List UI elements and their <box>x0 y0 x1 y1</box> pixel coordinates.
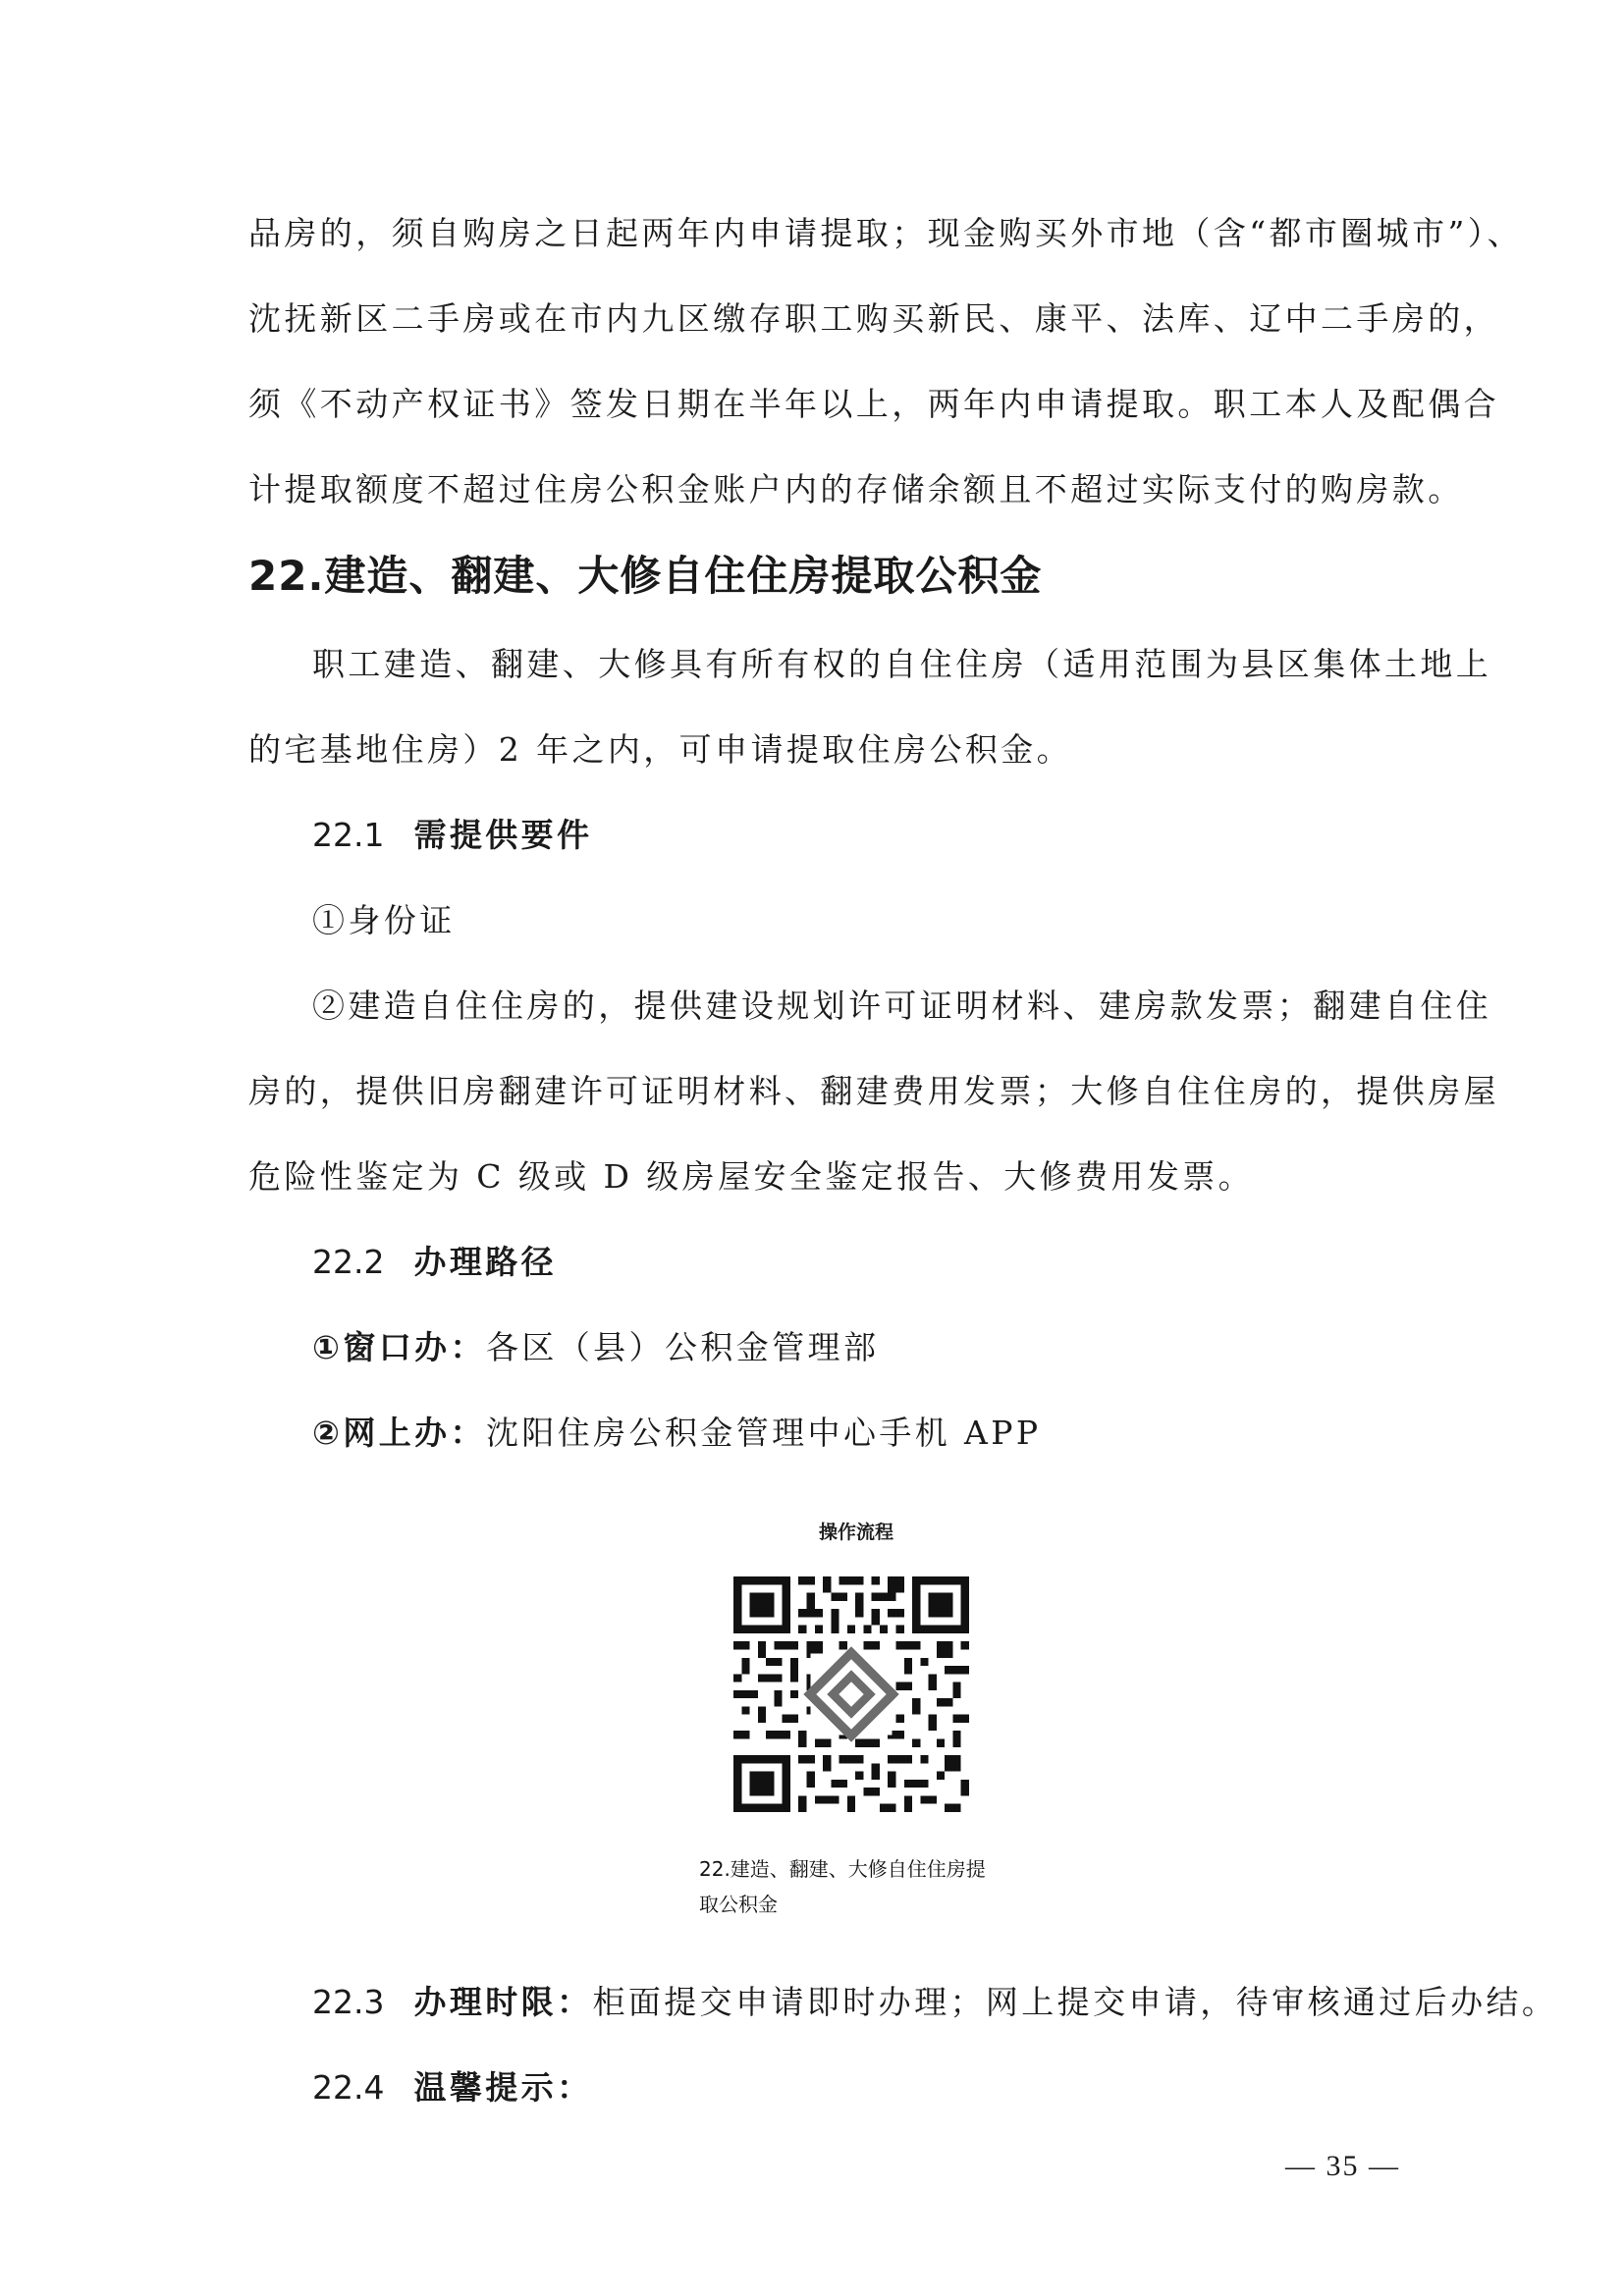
time-limit-label: 办理时限： <box>413 1983 593 2021</box>
path-value: 沈阳住房公积金管理中心手机 APP <box>485 1414 1042 1452</box>
requirement-item: ②建造自住住房的，提供建设规划许可证明材料、建房款发票；翻建自住住 <box>312 987 1492 1025</box>
path-label: ①窗口办： <box>312 1328 486 1366</box>
text-line: 沈抚新区二手房或在市内九区缴存职工购买新民、康平、法库、辽中二手房的， <box>248 299 1499 338</box>
requirement-item-cont: 危险性鉴定为 C 级或 D 级房屋安全鉴定报告、大修费用发票。 <box>248 1157 1255 1196</box>
subsection-number: 22.1 <box>312 816 385 854</box>
path-value: 各区（县）公积金管理部 <box>485 1328 880 1366</box>
text-line: 品房的，须自购房之日起两年内申请提取；现金购买外市地（含“都市圈城市”）、 <box>248 214 1524 252</box>
subsection-number: 22.4 <box>312 2068 385 2107</box>
time-limit-value: 柜面提交申请即时办理；网上提交申请，待审核通过后办结。 <box>592 1983 1558 2021</box>
section-intro-line: 职工建造、翻建、大修具有所有权的自住住房（适用范围为县区集体土地上 <box>312 645 1492 683</box>
path-item-online <box>312 1412 1041 1455</box>
subsection-heading-22-2 <box>312 1241 557 1284</box>
requirement-item: ①身份证 <box>312 901 456 939</box>
qr-caption-line: 22.建造、翻建、大修自住住房提 <box>699 1857 986 1881</box>
subsection-heading-22-1 <box>312 814 592 857</box>
subsection-number: 22.2 <box>312 1243 385 1281</box>
text-line: 须《不动产权证书》签发日期在半年以上，两年内申请提取。职工本人及配偶合 <box>248 385 1499 423</box>
subsection-heading-22-4 <box>312 2066 592 2109</box>
subsection-heading-22-3 <box>312 1981 1557 2024</box>
tips-label: 温馨提示： <box>413 2068 593 2107</box>
page-number: — 35 — <box>1285 2150 1400 2182</box>
subsection-title: 办理路径 <box>413 1243 558 1281</box>
subsection-title: 需提供要件 <box>413 816 593 854</box>
section-heading: 22.建造、翻建、大修自住住房提取公积金 <box>248 552 1043 600</box>
qr-code-icon[interactable] <box>733 1576 969 1812</box>
qr-caption <box>699 1851 986 1922</box>
qr-caption-line: 取公积金 <box>699 1893 778 1916</box>
section-intro-line: 的宅基地住房）2 年之内，可申请提取住房公积金。 <box>248 730 1073 769</box>
subsection-number: 22.3 <box>312 1983 385 2021</box>
path-label: ②网上办： <box>312 1414 486 1452</box>
qr-title: 操作流程 <box>818 1522 893 1543</box>
text-line: 计提取额度不超过住房公积金账户内的存储余额且不超过实际支付的购房款。 <box>248 470 1464 508</box>
requirement-item-cont: 房的，提供旧房翻建许可证明材料、翻建费用发票；大修自住住房的，提供房屋 <box>248 1072 1499 1110</box>
path-item-window <box>312 1326 879 1369</box>
